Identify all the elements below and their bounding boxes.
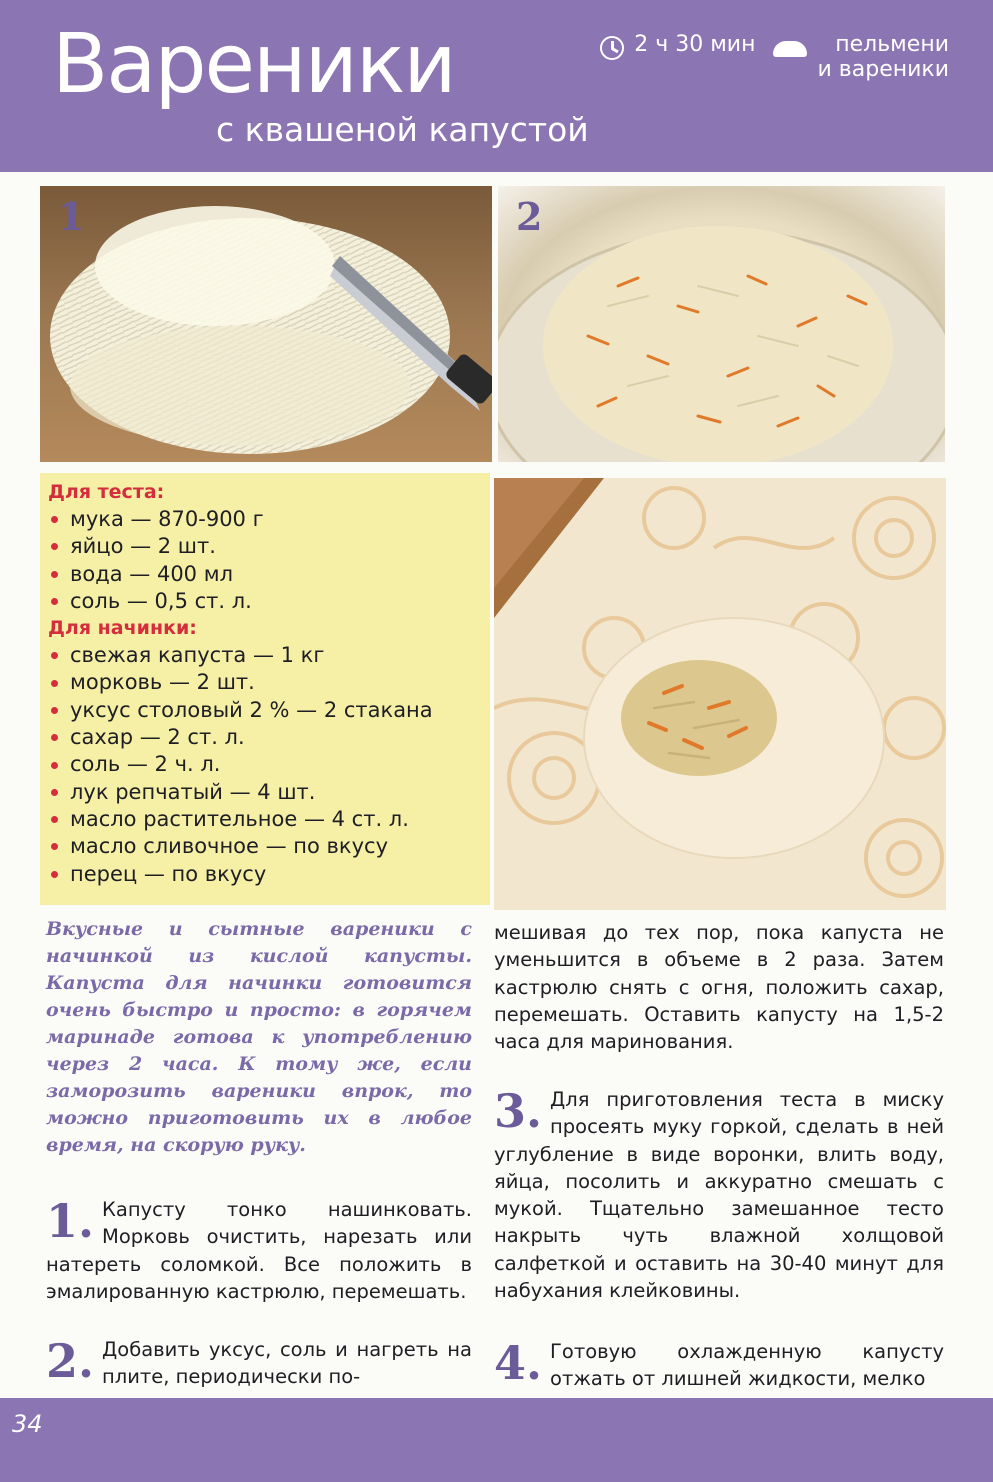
shredded-cabbage-photo (40, 186, 492, 462)
ingredient-text: перец — по вкусу (70, 861, 267, 886)
cabbage-in-pot-photo (498, 186, 945, 462)
photo-step-label: 1 (58, 194, 85, 239)
dough-with-filling-photo (494, 478, 946, 910)
bullet-icon (51, 789, 58, 796)
ingredient-text: свежая капуста — 1 кг (70, 643, 325, 668)
list-item (48, 697, 480, 724)
bullet-icon (51, 516, 58, 523)
bullet-icon (51, 571, 58, 578)
bullet-icon (51, 762, 58, 769)
step-1-text (46, 1196, 472, 1305)
ingredient-text: лук репчатый — 4 шт. (70, 779, 316, 804)
step-number: 4. (494, 1336, 543, 1390)
bullet-icon (51, 816, 58, 823)
step-body: Готовую охлажденную капусту отжать от лишней жидкости, мелко (550, 1340, 944, 1391)
dough-ingredients-list (48, 506, 480, 615)
clock-icon (600, 36, 624, 60)
step-2-photo (498, 186, 945, 462)
ingredient-text: мука — 870-900 г (70, 507, 264, 531)
ingredients-box (40, 473, 490, 905)
ingredient-text: соль — 0,5 ст. л. (70, 588, 252, 613)
ingredient-text: вода — 400 мл (70, 561, 233, 586)
recipe-meta (600, 32, 949, 83)
footer-band (0, 1398, 993, 1482)
bullet-icon (51, 680, 58, 687)
list-item (48, 588, 480, 615)
bullet-icon (51, 871, 58, 878)
step-1-photo (40, 186, 492, 462)
step-number: 1. (46, 1194, 95, 1248)
list-item (48, 561, 480, 588)
filling-ingredients-list (48, 642, 480, 888)
recipe-category (817, 32, 949, 83)
ingredient-text: морковь — 2 шт. (70, 670, 255, 695)
bullet-icon (51, 734, 58, 741)
step-body: Добавить уксус, соль и нагреть на плите, периодически по- (102, 1338, 472, 1389)
step-body: Для приготовления теста в миску просеять муку горкой, сделать в ней углубление в виде воронки, влить воду, яйца, посолить и аккуратно смешать с мукой. Тщательно замешанное тесто накрыть чуть влажной холщовой салфеткой и оставить на 30-40 минут для набухания клейковины. (494, 1088, 944, 1303)
bullet-icon (51, 652, 58, 659)
list-item (48, 861, 480, 888)
dough-heading: Для теста: (48, 481, 165, 503)
recipe-subtitle: с квашеной капустой (216, 110, 589, 149)
ingredient-text: масло растительное — 4 ст. л. (70, 806, 409, 831)
ingredient-text: масло сливочное — по вкусу (70, 834, 389, 859)
step-3-text (494, 1086, 944, 1304)
list-item (48, 533, 480, 560)
list-item (48, 833, 480, 860)
step-number: 2. (46, 1334, 95, 1388)
photo-step-label: 2 (516, 194, 543, 239)
step-number: 3. (494, 1084, 543, 1138)
step-body: Капусту тонко нашинковать. Морковь очистить, нарезать или натереть соломкой. Все положить в эмалированную кастрюлю, перемешать. (46, 1198, 472, 1303)
ingredient-text: сахар — 2 ст. л. (70, 725, 245, 750)
bullet-icon (51, 707, 58, 714)
step-4-text (494, 1338, 944, 1393)
list-item (48, 724, 480, 751)
list-item (48, 506, 480, 533)
bullet-icon (51, 543, 58, 550)
list-item (48, 751, 480, 778)
intro-text: Вкусные и сытные вареники с начинкой из кислой капусты. Капуста для начинки готовится очень быстро и просто: в горячем маринаде готова к употреблению через 2 часа. К тому же, если заморозить вареники впрок, то можно приготовить их в любое время, на скорую руку. (46, 918, 472, 1156)
list-item (48, 642, 480, 669)
ingredient-text: уксус столовый 2 % — 2 стакана (70, 697, 433, 722)
dumpling-icon (773, 41, 807, 57)
ingredient-text: соль — 2 ч. л. (70, 752, 221, 777)
list-item (48, 806, 480, 833)
bullet-icon (51, 598, 58, 605)
list-item (48, 669, 480, 696)
cooking-time: 2 ч 30 мин (634, 32, 756, 57)
category-line-2: и вареники (817, 57, 949, 83)
ingredient-text: яйцо — 2 шт. (70, 534, 216, 559)
page-number: 34 (12, 1410, 43, 1438)
step-2-text (46, 1336, 472, 1391)
recipe-title: Вареники (52, 17, 455, 112)
step-3-photo (494, 478, 946, 910)
category-line-1: пельмени (835, 32, 949, 57)
bullet-icon (51, 843, 58, 850)
list-item (48, 779, 480, 806)
filling-heading: Для начинки: (48, 617, 197, 640)
step-2-continued-text: мешивая до тех пор, пока капуста не уменьшится в объеме в 2 раза. Затем кастрюлю снять с огня, положить сахар, перемешать. Оставить капусту на 1,5-2 часа для маринования. (494, 921, 944, 1054)
